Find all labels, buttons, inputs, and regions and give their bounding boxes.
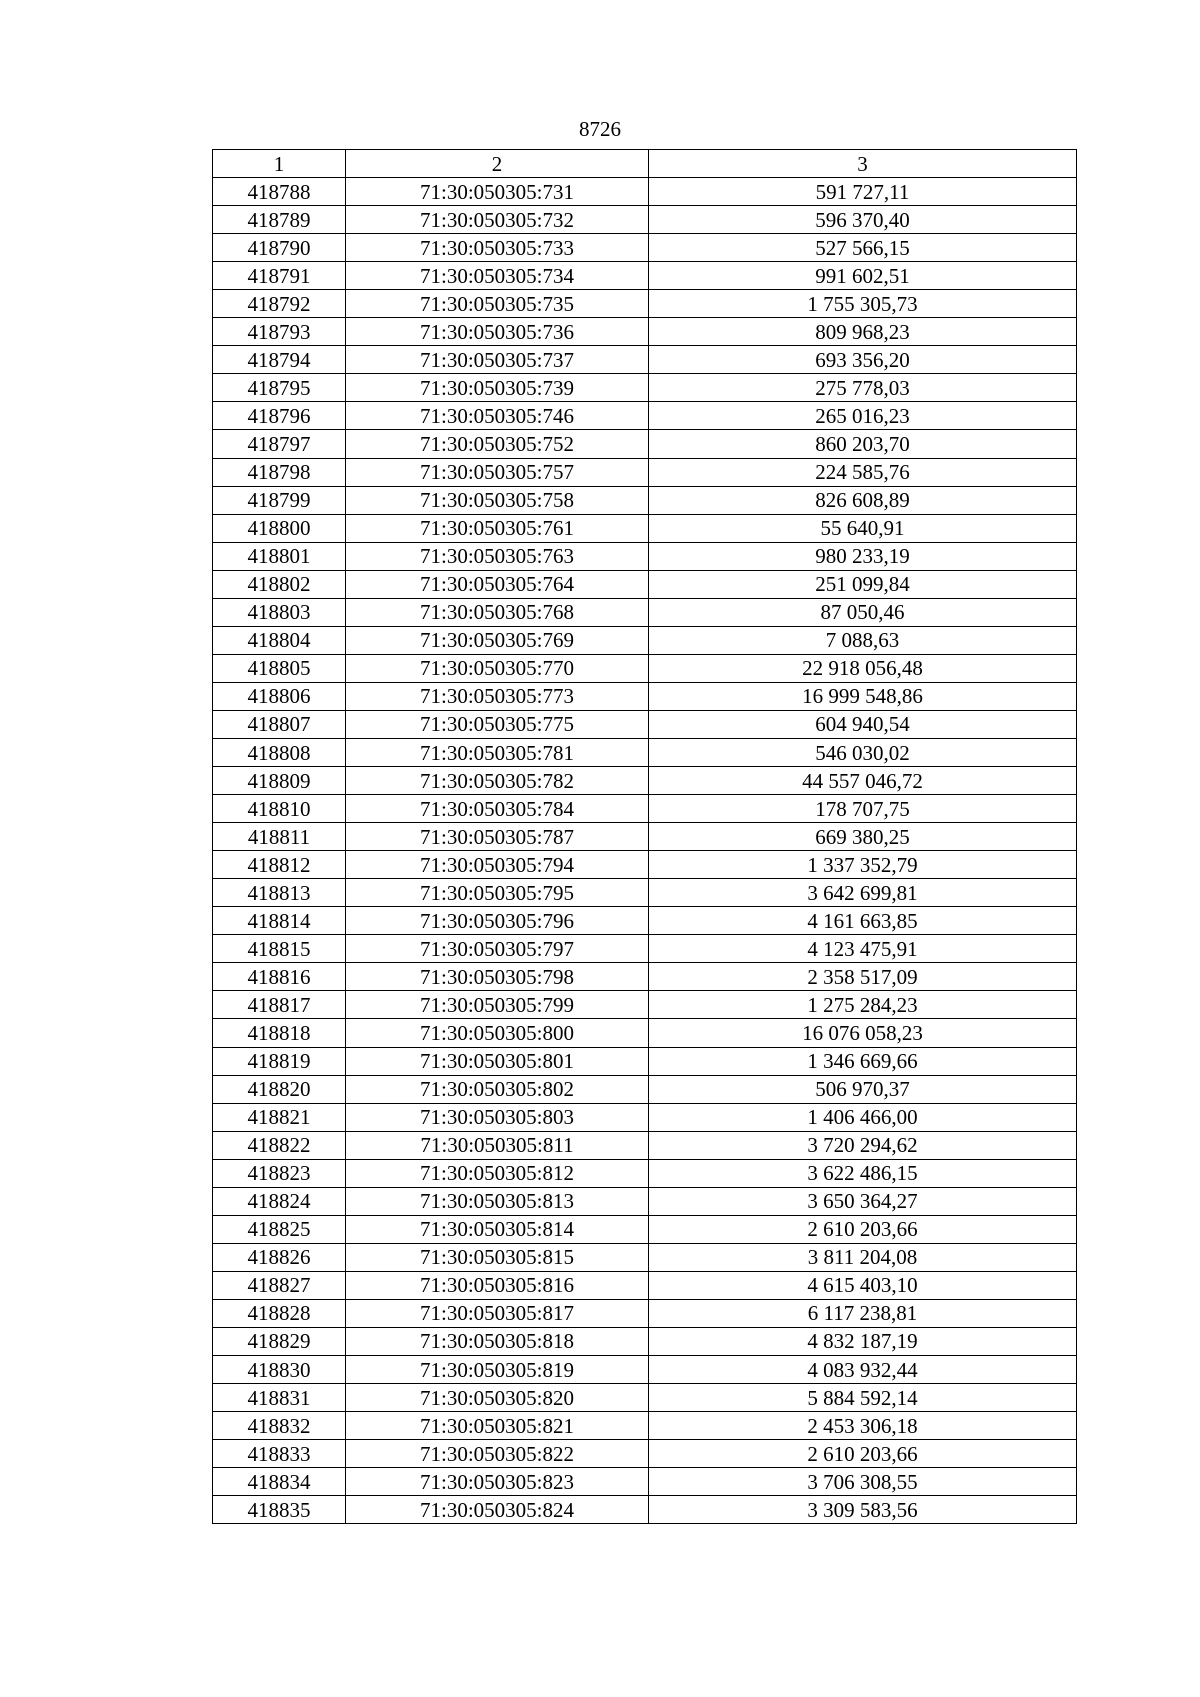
cadastral-number-cell: 71:30:050305:823 (346, 1468, 649, 1496)
row-number-cell: 418828 (213, 1299, 346, 1327)
table-row (213, 402, 1077, 430)
value-cell: 44 557 046,72 (649, 767, 1077, 795)
table-row (213, 570, 1077, 598)
value-cell: 3 622 486,15 (649, 1159, 1077, 1187)
table-row (213, 598, 1077, 626)
row-number-cell: 418829 (213, 1327, 346, 1355)
table-row (213, 682, 1077, 710)
row-number-cell: 418832 (213, 1412, 346, 1440)
table-row (213, 374, 1077, 402)
table-row (213, 206, 1077, 234)
cadastral-number-cell: 71:30:050305:802 (346, 1075, 649, 1103)
value-cell: 55 640,91 (649, 514, 1077, 542)
row-number-cell: 418817 (213, 991, 346, 1019)
row-number-cell: 418794 (213, 346, 346, 374)
cadastral-number-cell: 71:30:050305:820 (346, 1384, 649, 1412)
cadastral-number-cell: 71:30:050305:781 (346, 738, 649, 766)
table-row (213, 486, 1077, 514)
cadastral-number-cell: 71:30:050305:803 (346, 1103, 649, 1131)
table-body (213, 178, 1077, 1524)
row-number-cell: 418806 (213, 682, 346, 710)
table-row (213, 654, 1077, 682)
value-cell: 4 123 475,91 (649, 935, 1077, 963)
table-row (213, 234, 1077, 262)
value-cell: 275 778,03 (649, 374, 1077, 402)
value-cell: 251 099,84 (649, 570, 1077, 598)
row-number-cell: 418793 (213, 318, 346, 346)
header-cell-1: 1 (213, 150, 346, 178)
row-number-cell: 418825 (213, 1215, 346, 1243)
value-cell: 224 585,76 (649, 458, 1077, 486)
row-number-cell: 418819 (213, 1047, 346, 1075)
value-cell: 16 076 058,23 (649, 1019, 1077, 1047)
cadastral-number-cell: 71:30:050305:817 (346, 1299, 649, 1327)
cadastral-number-cell: 71:30:050305:773 (346, 682, 649, 710)
cadastral-number-cell: 71:30:050305:815 (346, 1243, 649, 1271)
cadastral-number-cell: 71:30:050305:733 (346, 234, 649, 262)
value-cell: 16 999 548,86 (649, 682, 1077, 710)
table-row (213, 963, 1077, 991)
value-cell: 596 370,40 (649, 206, 1077, 234)
cadastral-number-cell: 71:30:050305:757 (346, 458, 649, 486)
header-cell-2: 2 (346, 150, 649, 178)
table-row (213, 318, 1077, 346)
row-number-cell: 418833 (213, 1440, 346, 1468)
cadastral-number-cell: 71:30:050305:800 (346, 1019, 649, 1047)
table-row (213, 346, 1077, 374)
value-cell: 3 642 699,81 (649, 879, 1077, 907)
table-row (213, 514, 1077, 542)
value-cell: 5 884 592,14 (649, 1384, 1077, 1412)
cadastral-number-cell: 71:30:050305:784 (346, 795, 649, 823)
cadastral-number-cell: 71:30:050305:782 (346, 767, 649, 795)
table-row (213, 767, 1077, 795)
row-number-cell: 418820 (213, 1075, 346, 1103)
value-cell: 3 811 204,08 (649, 1243, 1077, 1271)
table-row (213, 879, 1077, 907)
row-number-cell: 418823 (213, 1159, 346, 1187)
row-number-cell: 418788 (213, 178, 346, 206)
value-cell: 4 083 932,44 (649, 1356, 1077, 1384)
table-row (213, 1019, 1077, 1047)
table-row (213, 626, 1077, 654)
cadastral-number-cell: 71:30:050305:732 (346, 206, 649, 234)
table-row (213, 1215, 1077, 1243)
cadastral-number-cell: 71:30:050305:736 (346, 318, 649, 346)
cadastral-number-cell: 71:30:050305:769 (346, 626, 649, 654)
table-row (213, 458, 1077, 486)
row-number-cell: 418835 (213, 1496, 346, 1524)
cadastral-number-cell: 71:30:050305:746 (346, 402, 649, 430)
cadastral-number-cell: 71:30:050305:795 (346, 879, 649, 907)
table-row (213, 1243, 1077, 1271)
value-cell: 22 918 056,48 (649, 654, 1077, 682)
value-cell: 591 727,11 (649, 178, 1077, 206)
table-row (213, 1159, 1077, 1187)
value-cell: 3 706 308,55 (649, 1468, 1077, 1496)
value-cell: 3 309 583,56 (649, 1496, 1077, 1524)
row-number-cell: 418827 (213, 1271, 346, 1299)
table-row (213, 738, 1077, 766)
row-number-cell: 418792 (213, 290, 346, 318)
value-cell: 980 233,19 (649, 542, 1077, 570)
table-row (213, 1299, 1077, 1327)
value-cell: 546 030,02 (649, 738, 1077, 766)
table-row (213, 542, 1077, 570)
value-cell: 1 275 284,23 (649, 991, 1077, 1019)
value-cell: 604 940,54 (649, 710, 1077, 738)
cadastral-number-cell: 71:30:050305:796 (346, 907, 649, 935)
cadastral-number-cell: 71:30:050305:811 (346, 1131, 649, 1159)
row-number-cell: 418802 (213, 570, 346, 598)
table-row (213, 1412, 1077, 1440)
cadastral-number-cell: 71:30:050305:739 (346, 374, 649, 402)
row-number-cell: 418799 (213, 486, 346, 514)
table-row (213, 430, 1077, 458)
row-number-cell: 418821 (213, 1103, 346, 1131)
table-header (213, 150, 1077, 178)
cadastral-number-cell: 71:30:050305:799 (346, 991, 649, 1019)
value-cell: 6 117 238,81 (649, 1299, 1077, 1327)
table-row (213, 935, 1077, 963)
row-number-cell: 418808 (213, 738, 346, 766)
value-cell: 527 566,15 (649, 234, 1077, 262)
row-number-cell: 418830 (213, 1356, 346, 1384)
value-cell: 2 453 306,18 (649, 1412, 1077, 1440)
row-number-cell: 418814 (213, 907, 346, 935)
value-cell: 1 346 669,66 (649, 1047, 1077, 1075)
cadastral-number-cell: 71:30:050305:737 (346, 346, 649, 374)
row-number-cell: 418791 (213, 262, 346, 290)
value-cell: 4 161 663,85 (649, 907, 1077, 935)
cadastral-number-cell: 71:30:050305:816 (346, 1271, 649, 1299)
value-cell: 2 610 203,66 (649, 1440, 1077, 1468)
value-cell: 3 720 294,62 (649, 1131, 1077, 1159)
value-cell: 669 380,25 (649, 823, 1077, 851)
table-row (213, 1271, 1077, 1299)
table-row (213, 1440, 1077, 1468)
table-row (213, 178, 1077, 206)
row-number-cell: 418824 (213, 1187, 346, 1215)
table-row (213, 1103, 1077, 1131)
cadastral-number-cell: 71:30:050305:801 (346, 1047, 649, 1075)
table-row (213, 1496, 1077, 1524)
row-number-cell: 418810 (213, 795, 346, 823)
cadastral-number-cell: 71:30:050305:763 (346, 542, 649, 570)
row-number-cell: 418834 (213, 1468, 346, 1496)
cadastral-number-cell: 71:30:050305:764 (346, 570, 649, 598)
table-row (213, 1356, 1077, 1384)
value-cell: 1 406 466,00 (649, 1103, 1077, 1131)
table-row (213, 1187, 1077, 1215)
table-row (213, 851, 1077, 879)
cadastral-number-cell: 71:30:050305:735 (346, 290, 649, 318)
value-cell: 4 832 187,19 (649, 1327, 1077, 1355)
row-number-cell: 418831 (213, 1384, 346, 1412)
cadastral-number-cell: 71:30:050305:798 (346, 963, 649, 991)
table-row (213, 1468, 1077, 1496)
cadastral-number-cell: 71:30:050305:775 (346, 710, 649, 738)
row-number-cell: 418789 (213, 206, 346, 234)
value-cell: 826 608,89 (649, 486, 1077, 514)
cadastral-number-cell: 71:30:050305:824 (346, 1496, 649, 1524)
table-row (213, 262, 1077, 290)
header-cell-3: 3 (649, 150, 1077, 178)
cadastral-number-cell: 71:30:050305:813 (346, 1187, 649, 1215)
cadastral-number-cell: 71:30:050305:821 (346, 1412, 649, 1440)
cadastral-number-cell: 71:30:050305:787 (346, 823, 649, 851)
value-cell: 3 650 364,27 (649, 1187, 1077, 1215)
cadastral-number-cell: 71:30:050305:734 (346, 262, 649, 290)
cadastral-number-cell: 71:30:050305:752 (346, 430, 649, 458)
row-number-cell: 418815 (213, 935, 346, 963)
value-cell: 2 358 517,09 (649, 963, 1077, 991)
table-row (213, 1131, 1077, 1159)
table-row (213, 1075, 1077, 1103)
cadastral-number-cell: 71:30:050305:797 (346, 935, 649, 963)
cadastral-number-cell: 71:30:050305:814 (346, 1215, 649, 1243)
row-number-cell: 418805 (213, 654, 346, 682)
value-cell: 991 602,51 (649, 262, 1077, 290)
cadastral-number-cell: 71:30:050305:761 (346, 514, 649, 542)
row-number-cell: 418795 (213, 374, 346, 402)
table-row (213, 907, 1077, 935)
row-number-cell: 418822 (213, 1131, 346, 1159)
value-cell: 1 755 305,73 (649, 290, 1077, 318)
row-number-cell: 418796 (213, 402, 346, 430)
value-cell: 1 337 352,79 (649, 851, 1077, 879)
cadastral-number-cell: 71:30:050305:731 (346, 178, 649, 206)
value-cell: 178 707,75 (649, 795, 1077, 823)
value-cell: 4 615 403,10 (649, 1271, 1077, 1299)
table-row (213, 290, 1077, 318)
row-number-cell: 418816 (213, 963, 346, 991)
table-row (213, 710, 1077, 738)
table-row (213, 1327, 1077, 1355)
table-row (213, 1047, 1077, 1075)
row-number-cell: 418811 (213, 823, 346, 851)
table-row (213, 1384, 1077, 1412)
cadastral-number-cell: 71:30:050305:794 (346, 851, 649, 879)
row-number-cell: 418813 (213, 879, 346, 907)
row-number-cell: 418803 (213, 598, 346, 626)
cadastral-number-cell: 71:30:050305:770 (346, 654, 649, 682)
value-cell: 809 968,23 (649, 318, 1077, 346)
value-cell: 7 088,63 (649, 626, 1077, 654)
cadastral-number-cell: 71:30:050305:818 (346, 1327, 649, 1355)
value-cell: 2 610 203,66 (649, 1215, 1077, 1243)
value-cell: 506 970,37 (649, 1075, 1077, 1103)
row-number-cell: 418818 (213, 1019, 346, 1047)
row-number-cell: 418807 (213, 710, 346, 738)
row-number-cell: 418797 (213, 430, 346, 458)
value-cell: 87 050,46 (649, 598, 1077, 626)
row-number-cell: 418809 (213, 767, 346, 795)
value-cell: 265 016,23 (649, 402, 1077, 430)
page-number: 8726 (579, 117, 621, 141)
value-cell: 693 356,20 (649, 346, 1077, 374)
cadastral-number-cell: 71:30:050305:768 (346, 598, 649, 626)
table-row (213, 991, 1077, 1019)
cadastral-number-cell: 71:30:050305:819 (346, 1356, 649, 1384)
row-number-cell: 418800 (213, 514, 346, 542)
row-number-cell: 418812 (213, 851, 346, 879)
table-row (213, 823, 1077, 851)
row-number-cell: 418798 (213, 458, 346, 486)
row-number-cell: 418804 (213, 626, 346, 654)
row-number-cell: 418826 (213, 1243, 346, 1271)
cadastral-number-cell: 71:30:050305:758 (346, 486, 649, 514)
cadastral-number-cell: 71:30:050305:812 (346, 1159, 649, 1187)
data-table (212, 149, 1077, 1524)
row-number-cell: 418801 (213, 542, 346, 570)
table-row (213, 795, 1077, 823)
row-number-cell: 418790 (213, 234, 346, 262)
header-row (213, 150, 1077, 178)
cadastral-number-cell: 71:30:050305:822 (346, 1440, 649, 1468)
value-cell: 860 203,70 (649, 430, 1077, 458)
